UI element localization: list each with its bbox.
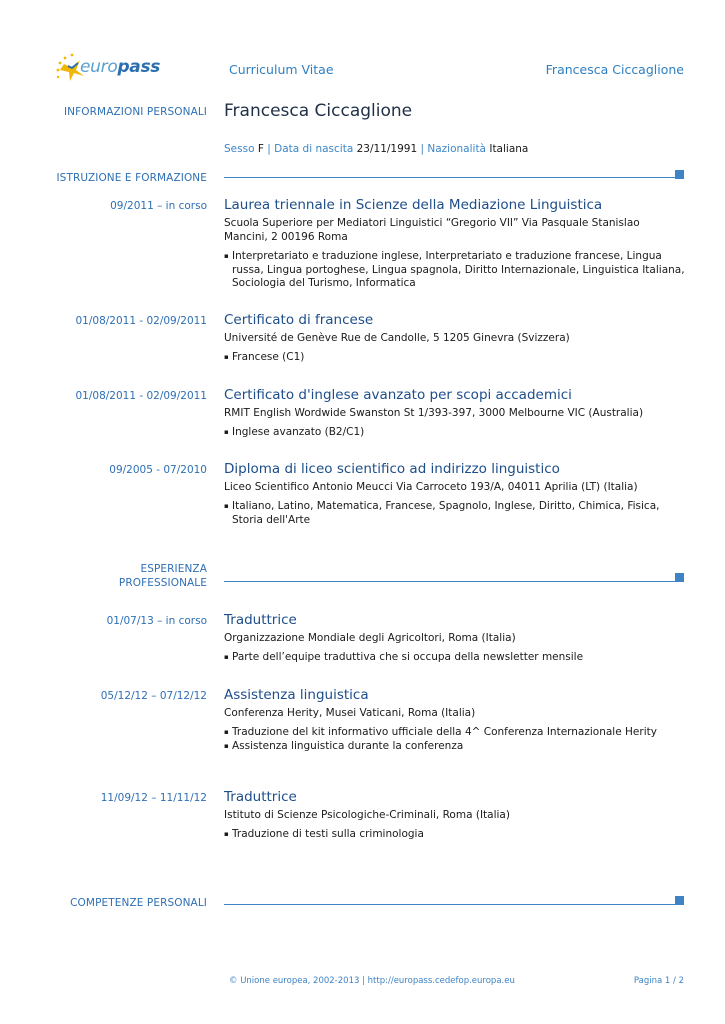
bullet-item: ▪ Italiano, Latino, Matematica, Francese, Spagnolo, Inglese, Diritto, Chimica, Fisica, Storia dell'Arte [224,500,686,527]
entry-org: Organizzazione Mondiale degli Agricoltori, Roma (Italia) [224,632,516,644]
experience-entry [224,612,686,665]
entry-org: Istituto di Scienze Psicologiche-Criminali, Roma (Italia) [224,809,510,821]
section-divider-square [675,170,684,179]
entry-bullets [224,426,686,440]
header-person-name: Francesca Ciccaglione [545,62,684,77]
section-label-skills: COMPETENZE PERSONALI [70,897,207,909]
entry-date: 01/08/2011 - 02/09/2011 [75,315,207,327]
experience-entry [224,687,686,753]
entry-bullets [224,726,686,753]
entry-date: 09/2011 – in corso [110,200,207,212]
section-divider-square [675,573,684,582]
bullet-item: ▪ Francese (C1) [224,351,686,365]
footer-copyright: © Unione europea, 2002-2013 | http://europass.cedefop.europa.eu [229,976,515,986]
entry-bullets [224,250,686,291]
nationality-label: Nazionalità [427,143,486,155]
entry-date: 09/2005 - 07/2010 [109,464,207,476]
section-label-experience [119,562,207,590]
education-entry [224,197,686,291]
section-label-personal: INFORMAZIONI PERSONALI [63,106,207,118]
education-entry [224,461,686,527]
education-entry [224,387,686,440]
entry-date: 11/09/12 – 11/11/12 [100,792,207,804]
separator: | [420,143,425,155]
section-divider [224,581,677,582]
header-doc-title: Curriculum Vitae [229,62,334,77]
entry-org: Université de Genève Rue de Candolle, 5 1205 Ginevra (Svizzera) [224,332,570,344]
bullet-item: ▪ Traduzione di testi sulla criminologia [224,828,686,842]
separator: | [267,143,271,155]
birth-value: 23/11/1991 [356,143,418,155]
experience-entry [224,789,686,842]
entry-title: Certificato di francese [224,312,374,328]
bullet-item: ▪ Traduzione del kit informativo ufficiale della 4^ Conferenza Internazionale Herity [224,726,686,740]
entry-date: 05/12/12 – 07/12/12 [100,690,207,702]
section-divider [224,904,677,905]
entry-title: Assistenza linguistica [224,687,369,703]
section-divider [224,177,677,178]
nationality-value: Italiana [489,143,529,155]
footer-page-number: Pagina 1 / 2 [633,976,684,986]
entry-org: Liceo Scientifico Antonio Meucci Via Carroceto 193/A, 04011 Aprilia (LT) (Italia) [224,481,638,493]
section-label-education: ISTRUZIONE E FORMAZIONE [56,172,207,184]
entry-title: Diploma di liceo scientifico ad indirizzo linguistico [224,461,560,477]
entry-date: 01/08/2011 - 02/09/2011 [75,390,207,402]
sex-label: Sesso [224,143,255,155]
entry-bullets [224,500,686,527]
bullet-item: ▪ Assistenza linguistica durante la conferenza [224,740,686,754]
section-label-line: ESPERIENZA [140,563,207,575]
entry-bullets [224,828,686,842]
bullet-item: ▪ Interpretariato e traduzione inglese, Interpretariato e traduzione francese, Lingua russa, Lingua portoghese, Lingua spagnola, Diritto Internazionale, Linguistica Italiana, Sociologia del Turismo, Informatica [224,250,686,291]
personal-details [224,143,528,155]
bullet-item: ▪ Inglese avanzato (B2/C1) [224,426,686,440]
entry-org: Conferenza Herity, Musei Vaticani, Roma (Italia) [224,707,476,719]
entry-title: Traduttrice [224,789,297,805]
entry-bullets [224,651,686,665]
entry-date: 01/07/13 – in corso [106,615,207,627]
person-name: Francesca Ciccaglione [224,101,413,121]
entry-org: Scuola Superiore per Mediatori Linguistici “Gregorio VII” Via Pasquale Stanislao Mancini, 2 00196 Roma [224,217,640,243]
section-label-line: PROFESSIONALE [118,577,207,589]
entry-title: Traduttrice [224,612,297,628]
bullet-item: ▪ Parte dell’equipe traduttiva che si occupa della newsletter mensile [224,651,686,665]
entry-bullets [224,351,686,365]
entry-org: RMIT English Wordwide Swanston St 1/393-397, 3000 Melbourne VIC (Australia) [224,407,644,419]
sex-value: F [257,143,264,155]
section-divider-square [675,896,684,905]
entry-title: Certificato d'inglese avanzato per scopi accademici [224,387,572,403]
education-entry [224,312,686,365]
europass-logo-text: europass [80,57,161,77]
birth-label: Data di nascita [274,143,354,155]
entry-title: Laurea triennale in Scienze della Mediazione Linguistica [224,197,603,213]
